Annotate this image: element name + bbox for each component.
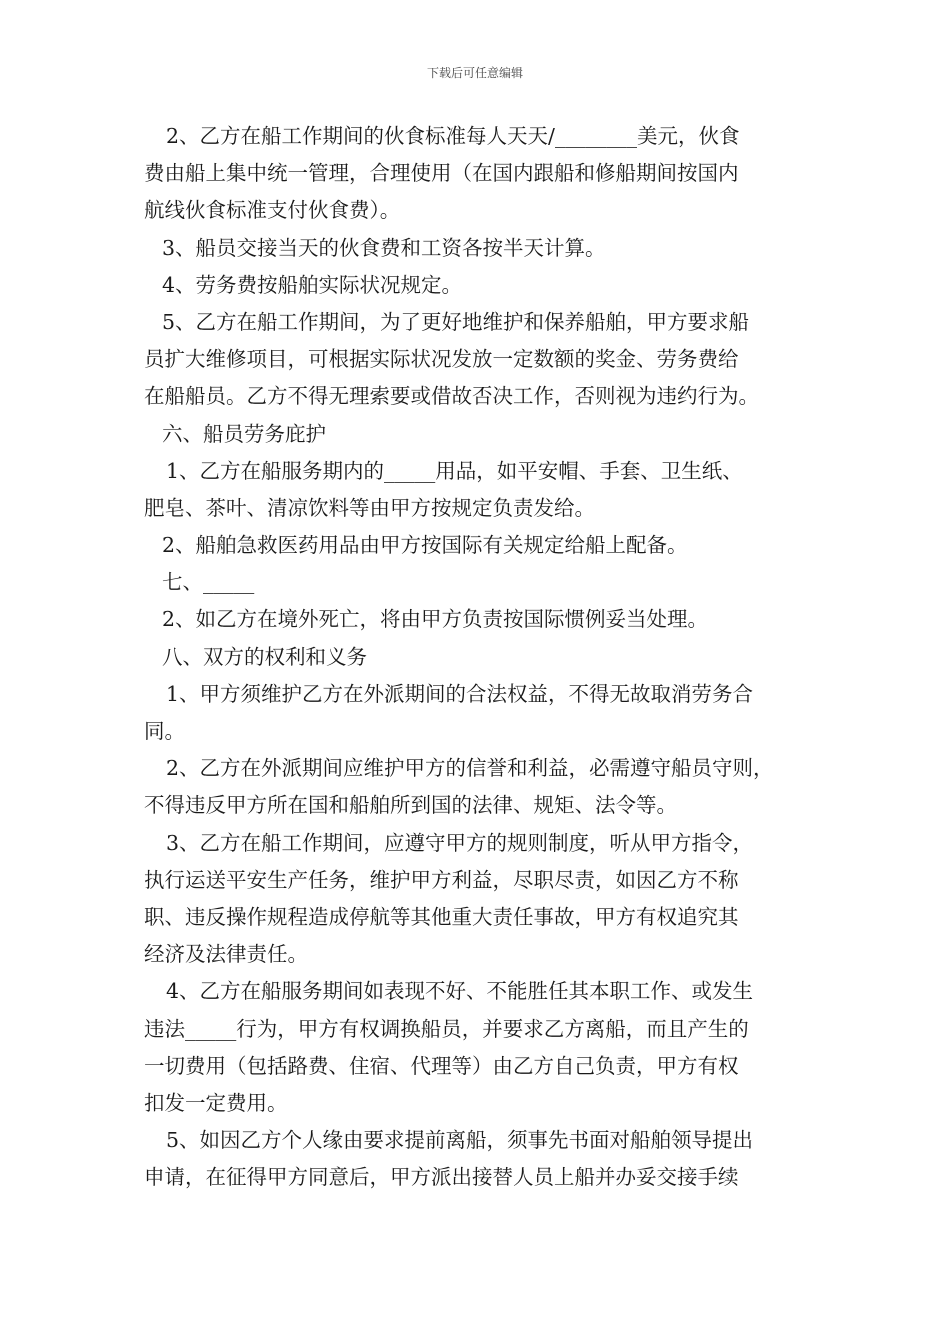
section-heading: 八、双方的权利和义务: [162, 644, 367, 669]
paragraph-line: 3、乙方在船工作期间，应遵守甲方的规则制度，听从甲方指令，: [166, 830, 754, 855]
paragraph-line: 1、乙方在船服务期内的_____用品，如平安帽、手套、卫生纸、: [166, 458, 743, 483]
paragraph-line: 3、船员交接当天的伙食费和工资各按半天计算。: [162, 235, 606, 260]
section-heading: 七、_____: [162, 570, 255, 595]
paragraph-line: 4、乙方在船服务期间如表现不好、不能胜任其本职工作、或发生: [166, 979, 754, 1004]
paragraph-line: 职、违反操作规程造成停航等其他重大责任事故，甲方有权追究其: [144, 904, 739, 929]
paragraph-line: 2、乙方在船工作期间的伙食标准每人天天/________美元，伙食: [166, 124, 740, 148]
paragraph-line: 经济及法律责任。: [144, 942, 308, 967]
page-header: 下载后可任意编辑: [426, 66, 523, 80]
paragraph-line: 肥皂、茶叶、清凉饮料等由甲方按规定负责发给。: [144, 495, 595, 520]
paragraph-line: 5、乙方在船工作期间，为了更好地维护和保养船舶，甲方要求船: [162, 309, 750, 334]
paragraph-line: 2、船舶急救医药用品由甲方按国际有关规定给船上配备。: [162, 533, 688, 558]
paragraph-line: 违法_____行为，甲方有权调换船员，并要求乙方离船，而且产生的: [144, 1016, 749, 1041]
paragraph-line: 2、乙方在外派期间应维护甲方的信誉和利益，必需遵守船员守则，: [166, 756, 774, 781]
section-heading: 六、船员劳务庇护: [162, 421, 326, 446]
paragraph-line: 费由船上集中统一管理，合理使用（在国内跟船和修船期间按国内: [144, 161, 739, 186]
paragraph-line: 员扩大维修项目，可根据实际状况发放一定数额的奖金、劳务费给: [144, 347, 739, 372]
paragraph-line: 一切费用（包括路费、住宿、代理等）由乙方自己负责，甲方有权: [144, 1053, 739, 1078]
paragraph-line: 5、如因乙方个人缘由要求提前离船，须事先书面对船舶领导提出: [166, 1128, 754, 1153]
paragraph-line: 执行运送平安生产任务，维护甲方利益，尽职尽责，如因乙方不称: [144, 867, 739, 892]
paragraph-line: 同。: [144, 719, 185, 743]
paragraph-line: 航线伙食标准支付伙食费）。: [144, 198, 401, 223]
paragraph-line: 在船船员。乙方不得无理索要或借故否决工作，否则视为违约行为。: [144, 384, 759, 409]
paragraph-line: 1、甲方须维护乙方在外派期间的合法权益，不得无故取消劳务合: [166, 681, 754, 706]
paragraph-line: 不得违反甲方所在国和船舶所到国的法律、规矩、法令等。: [144, 793, 677, 818]
paragraph-line: 扣发一定费用。: [144, 1090, 288, 1115]
paragraph-line: 2、如乙方在境外死亡，将由甲方负责按国际惯例妥当处理。: [162, 607, 709, 632]
paragraph-line: 4、劳务费按船舶实际状况规定。: [162, 272, 463, 297]
paragraph-line: 申请，在征得甲方同意后，甲方派出接替人员上船并办妥交接手续: [144, 1165, 739, 1190]
document-body: [144, 118, 812, 1196]
